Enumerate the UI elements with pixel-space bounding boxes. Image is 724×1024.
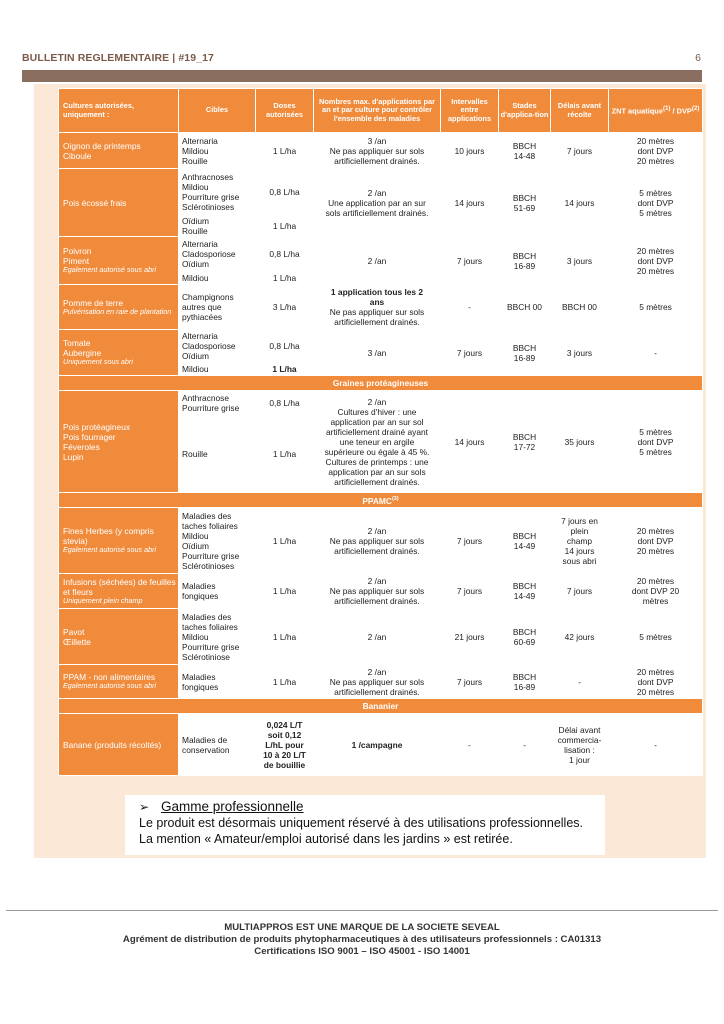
znt-line: 20 mètres xyxy=(636,686,675,697)
table-row xyxy=(59,133,703,169)
target: Champignons xyxy=(182,292,234,302)
target: Rouille xyxy=(182,225,208,236)
table-row xyxy=(59,237,703,271)
category-label xyxy=(59,493,703,508)
stage-cell xyxy=(499,609,551,665)
header-znt xyxy=(609,89,703,133)
znt-line: dont DVP 20 xyxy=(631,586,680,596)
stage-line: BBCH xyxy=(512,626,537,637)
crop-cell xyxy=(59,574,179,609)
crop-name: Ciboule xyxy=(63,150,92,161)
target: Mildiou xyxy=(182,181,209,192)
crop-name: Pois fourrager xyxy=(63,431,116,442)
target: taches foliaires xyxy=(182,621,238,632)
applications-line: 2 /an xyxy=(367,396,387,407)
delay-cell: 42 jours xyxy=(551,609,609,665)
applications-cell xyxy=(314,574,441,609)
delay-cell: 3 jours xyxy=(551,237,609,285)
znt-line: 20 mètres xyxy=(636,666,675,677)
applications-line: Une application par an sur xyxy=(328,197,426,208)
applications-line: Ne pas appliquer sur sols xyxy=(329,676,425,687)
crop-cell xyxy=(59,665,179,699)
table-row xyxy=(59,574,703,609)
delay-cell: BBCH 00 xyxy=(551,285,609,330)
target: Maladies xyxy=(182,671,216,682)
dose-cell: 1 L/ha xyxy=(256,133,314,169)
stage-line: 16-89 xyxy=(513,260,536,271)
delay-cell: 3 jours xyxy=(551,330,609,376)
usage-table xyxy=(58,88,703,776)
targets-cell xyxy=(179,415,256,493)
stage-line: 14-48 xyxy=(513,150,536,161)
delay-line: 1 jour xyxy=(569,754,590,765)
target: Mildiou xyxy=(182,272,209,283)
target: Pourriture grise xyxy=(182,191,240,202)
applications-line: 2 /an xyxy=(367,525,387,536)
applications-cell: 2 /an xyxy=(314,609,441,665)
applications-line: Ne pas appliquer sur sols xyxy=(329,535,425,546)
dose-line: 10 à 20 L/T xyxy=(263,749,306,760)
applications-line: application par an sur sols xyxy=(328,466,426,477)
target: fongiques xyxy=(182,681,219,692)
target: Maladies des xyxy=(182,510,232,521)
targets-cell xyxy=(179,285,256,330)
applications-line: Ne pas appliquer sur sols xyxy=(329,145,425,156)
crop-name: Piment xyxy=(63,256,90,267)
gamme-notice xyxy=(125,795,605,855)
stage-line: BBCH xyxy=(512,530,537,541)
applications-cell: 3 /an xyxy=(314,330,441,376)
targets-cell xyxy=(179,271,256,285)
znt-cell: - xyxy=(609,714,703,776)
crop-cell xyxy=(59,237,179,285)
znt-cell xyxy=(609,665,703,699)
gamme-line-2: La mention « Amateur/emploi autorisé dans les jardins » est retirée. xyxy=(139,832,513,846)
applications-line: une teneur en argile xyxy=(339,436,415,447)
znt-line: dont DVP xyxy=(637,197,674,208)
gamme-heading xyxy=(139,799,605,815)
delay-cell: 14 jours xyxy=(551,169,609,237)
targets-cell xyxy=(179,609,256,665)
stage-cell xyxy=(499,391,551,493)
target: Pourriture grise xyxy=(182,550,240,561)
target: Maladies de xyxy=(182,734,228,745)
znt-line: 20 mètres xyxy=(636,135,675,146)
crop-name: Œillette xyxy=(63,636,91,647)
delay-cell xyxy=(551,714,609,776)
header-cibles: Cibles xyxy=(179,89,256,133)
target: Mildiou xyxy=(182,145,209,156)
target: Rouille xyxy=(182,155,208,166)
target: pythiacées xyxy=(182,312,223,322)
dose-cell: 1 L/ha xyxy=(256,665,314,699)
crop-name: Poivron xyxy=(63,246,92,257)
znt-line: 5 mètres xyxy=(639,207,672,218)
interval-cell: 7 jours xyxy=(441,574,499,609)
target: fongiques xyxy=(182,591,219,601)
target: Oïdium xyxy=(182,215,209,226)
applications-line: artificiellement drainés. xyxy=(334,155,420,166)
targets-cell xyxy=(179,391,256,415)
stage-line: BBCH xyxy=(512,671,537,682)
targets-cell xyxy=(179,665,256,699)
bulletin-title: BULLETIN REGLEMENTAIRE | #19_17 xyxy=(22,52,214,64)
targets-cell xyxy=(179,169,256,215)
target: Alternaria xyxy=(182,330,218,341)
target: Mildiou xyxy=(182,363,209,374)
category-sup: (3) xyxy=(391,496,399,503)
target: Oïdium xyxy=(182,540,209,551)
crop-name: Pomme de terre xyxy=(63,297,124,308)
dose-cell: 1 L/ha xyxy=(256,609,314,665)
table-row xyxy=(59,714,703,776)
stage-line: BBCH xyxy=(512,192,537,203)
applications-line: artificiellement drainés. xyxy=(334,317,420,327)
applications-line: artificiellement drainés. xyxy=(334,686,420,697)
dose-cell: 1 L/ha xyxy=(256,574,314,609)
applications-line: Cultures de printemps : une xyxy=(325,456,429,467)
delay-line: plein xyxy=(570,525,589,536)
target: Alternaria xyxy=(182,135,218,146)
crop-name: Féveroles xyxy=(63,441,100,452)
znt-cell xyxy=(609,391,703,493)
crop-note: Pulvérisation en raie de plantation xyxy=(63,306,172,316)
applications-line: Ne pas appliquer sur sols xyxy=(329,307,425,317)
crop-name: Tomate xyxy=(63,338,91,349)
dose-line: 0,024 L/T xyxy=(266,719,303,730)
category-row xyxy=(59,376,703,391)
targets-cell xyxy=(179,574,256,609)
crop-name: Pois écossé frais xyxy=(63,197,127,208)
dose-cell: 1 L/ha xyxy=(256,508,314,574)
crop-name: Oignon de printemps xyxy=(63,140,141,151)
applications-line: 2 /an xyxy=(367,666,387,677)
dose-cell: 1 L/ha xyxy=(256,362,314,376)
targets-cell xyxy=(179,508,256,574)
gamme-title: Gamme professionnelle xyxy=(161,799,304,814)
crop-cell xyxy=(59,391,179,493)
stage-line: 17-72 xyxy=(513,441,536,452)
znt-line: 5 mètres xyxy=(639,187,672,198)
table-row xyxy=(59,330,703,362)
stage-line: 14-49 xyxy=(513,591,536,601)
stage-line: BBCH xyxy=(512,581,537,591)
target: Cladosporiose xyxy=(182,248,236,259)
target: Maladies des xyxy=(182,611,232,622)
dose-line: de bouillie xyxy=(263,759,306,770)
applications-line: sols artificiellement drainés. xyxy=(325,207,429,218)
delay-cell: 35 jours xyxy=(551,391,609,493)
footer-line-3: Certifications ISO 9001 – ISO 45001 - ISO 14001 xyxy=(254,946,470,957)
znt-line: 20 mètres xyxy=(636,245,675,256)
crop-name: Pois protéagineux xyxy=(63,421,131,432)
dose-cell xyxy=(256,714,314,776)
znt-cell xyxy=(609,133,703,169)
target: Anthracnoses xyxy=(182,171,234,182)
target: Maladies xyxy=(182,581,216,591)
znt-cell xyxy=(609,237,703,285)
header-stades: Stades d'applica-tion xyxy=(499,89,551,133)
znt-line: dont DVP xyxy=(637,255,674,266)
applications-cell xyxy=(314,391,441,493)
targets-cell xyxy=(179,133,256,169)
header-delais: Délais avant récolte xyxy=(551,89,609,133)
target: Pourriture grise xyxy=(182,402,240,413)
crop-name: Pavot xyxy=(63,626,85,637)
target: autres que xyxy=(182,302,222,312)
interval-cell: 14 jours xyxy=(441,391,499,493)
header-cultures: Cultures autorisées, uniquement : xyxy=(59,89,179,133)
znt-line: 5 mètres xyxy=(639,426,672,437)
znt-line: 5 mètres xyxy=(639,446,672,457)
delay-line: lisation : xyxy=(564,744,595,755)
dose-cell: 0,8 L/ha xyxy=(256,169,314,215)
targets-cell xyxy=(179,362,256,376)
stage-cell: - xyxy=(499,714,551,776)
stage-cell: BBCH 00 xyxy=(499,285,551,330)
crop-note: Uniquement plein champ xyxy=(63,595,143,605)
footer-line-2: Agrément de distribution de produits phytopharmaceutiques à des utilisateurs professionnels : CA01313 xyxy=(122,934,602,945)
crop-cell xyxy=(59,169,179,237)
delay-line: 7 jours en xyxy=(561,515,598,526)
applications-cell: 1 /campagne xyxy=(314,714,441,776)
applications-line: application par an sur sol xyxy=(330,416,424,427)
table-row xyxy=(59,508,703,574)
znt-line: 20 mètres xyxy=(636,545,675,556)
page-footer xyxy=(0,922,724,958)
crop-cell xyxy=(59,508,179,574)
interval-cell: 14 jours xyxy=(441,169,499,237)
applications-line: artificiellement drainés. xyxy=(334,596,420,606)
target: Anthracnose xyxy=(182,392,230,403)
header-nombres: Nombres max. d'applications par an et par culture pour contrôler l'ensemble des maladies xyxy=(314,89,441,133)
category-row xyxy=(59,699,703,714)
gamme-line-1: Le produit est désormais uniquement réservé à des utilisations professionnelles. xyxy=(139,816,583,830)
footer-divider xyxy=(6,910,718,911)
header-znt-label: ZNT aquatique xyxy=(611,106,663,116)
znt-line: 20 mètres xyxy=(636,525,675,536)
applications-line: Cultures d'hiver : une xyxy=(337,406,417,417)
znt-line: dont DVP xyxy=(637,145,674,156)
crop-cell xyxy=(59,609,179,665)
crop-cell xyxy=(59,330,179,376)
applications-line: 3 /an xyxy=(367,135,387,146)
stage-line: 16-89 xyxy=(513,681,536,692)
delay-line: commercia- xyxy=(557,734,602,745)
znt-cell xyxy=(609,574,703,609)
znt-line: 20 mètres xyxy=(636,576,675,586)
targets-cell xyxy=(179,215,256,237)
znt-cell: 5 mètres xyxy=(609,609,703,665)
delay-cell: 7 jours xyxy=(551,574,609,609)
applications-line: 2 /an xyxy=(367,187,387,198)
interval-cell: 21 jours xyxy=(441,609,499,665)
table-row xyxy=(59,285,703,330)
stage-line: 51-69 xyxy=(513,202,536,213)
znt-line: dont DVP xyxy=(637,676,674,687)
applications-cell xyxy=(314,133,441,169)
category-text: PPAMC xyxy=(362,495,392,506)
stage-cell xyxy=(499,508,551,574)
applications-cell: 2 /an xyxy=(314,237,441,285)
header-doses: Doses autorisées xyxy=(256,89,314,133)
applications-line: artificiellement drainé ayant xyxy=(326,426,428,437)
category-row xyxy=(59,493,703,508)
dose-cell: 1 L/ha xyxy=(256,271,314,285)
applications-cell xyxy=(314,665,441,699)
interval-cell: 7 jours xyxy=(441,665,499,699)
page-header xyxy=(22,52,704,66)
stage-cell xyxy=(499,574,551,609)
table-header-row xyxy=(59,89,703,133)
applications-line: Ne pas appliquer sur sols xyxy=(329,586,425,596)
stage-cell xyxy=(499,133,551,169)
interval-cell: 7 jours xyxy=(441,237,499,285)
crop-name: Banane (produits récoltés) xyxy=(63,739,162,750)
header-znt-dvp: / DVP xyxy=(672,106,692,116)
target: Mildiou xyxy=(182,530,209,541)
applications-line: supérieure ou égale à 45 %. xyxy=(324,446,430,457)
crop-cell xyxy=(59,714,179,776)
dose-cell: 1 L/ha xyxy=(256,415,314,493)
category-label: Bananier xyxy=(59,699,703,714)
applications-cell xyxy=(314,285,441,330)
crop-note: Egalement autorisé sous abri xyxy=(63,545,157,555)
delay-line: sous abri xyxy=(562,555,597,566)
crop-cell xyxy=(59,133,179,169)
page-number: 6 xyxy=(695,52,701,64)
dose-line: L/hL pour xyxy=(265,739,304,750)
stage-cell xyxy=(499,330,551,376)
interval-cell: 10 jours xyxy=(441,133,499,169)
target: Mildiou xyxy=(182,631,209,642)
dose-line: soit 0,12 xyxy=(267,729,302,740)
znt-line: dont DVP xyxy=(637,436,674,447)
applications-line: 2 /an xyxy=(367,576,387,586)
applications-line: 1 application tous les 2 xyxy=(330,287,424,297)
arrow-bullet-icon: ➢ xyxy=(139,800,150,814)
applications-line: artificiellement drainés. xyxy=(334,545,420,556)
dose-cell: 0,8 L/ha xyxy=(256,391,314,415)
category-label: Graines protéagineuses xyxy=(59,376,703,391)
dose-cell: 1 L/ha xyxy=(256,215,314,237)
target: conservation xyxy=(182,744,230,755)
target: Sclérotinioses xyxy=(182,560,235,571)
footer-line-1: MULTIAPPROS EST UNE MARQUE DE LA SOCIETE SEVEAL xyxy=(224,922,500,933)
znt-line: mètres xyxy=(642,596,669,606)
targets-cell xyxy=(179,714,256,776)
applications-line: ans xyxy=(369,297,385,307)
header-znt-dvp-sup: (2) xyxy=(691,104,700,112)
stage-line: BBCH xyxy=(512,431,537,442)
interval-cell: 7 jours xyxy=(441,330,499,376)
crop-name: Lupin xyxy=(63,451,84,462)
stage-line: BBCH xyxy=(512,250,537,261)
applications-cell xyxy=(314,508,441,574)
stage-line: 16-89 xyxy=(513,352,536,363)
target: Cladosporiose xyxy=(182,340,236,351)
stage-line: 60-69 xyxy=(513,636,536,647)
target: Sclérotiniose xyxy=(182,651,230,662)
target: taches foliaires xyxy=(182,520,238,531)
crop-cell xyxy=(59,285,179,330)
stage-line: BBCH xyxy=(512,140,537,151)
target: Pourriture grise xyxy=(182,641,240,652)
target: Sclérotinioses xyxy=(182,201,235,212)
target: Oïdium xyxy=(182,350,209,361)
header-bar xyxy=(22,70,702,82)
table-row xyxy=(59,391,703,415)
znt-line: 20 mètres xyxy=(636,265,675,276)
znt-cell: - xyxy=(609,330,703,376)
znt-cell: 5 mètres xyxy=(609,285,703,330)
stage-line: 14-49 xyxy=(513,540,536,551)
target: Oïdium xyxy=(182,258,209,269)
target: Rouille xyxy=(182,448,208,459)
table-row xyxy=(59,609,703,665)
znt-cell xyxy=(609,169,703,237)
crop-note: Egalement autorisé sous abri xyxy=(63,265,157,275)
table-row xyxy=(59,665,703,699)
delay-line: champ xyxy=(566,535,593,546)
dose-cell: 0,8 L/ha xyxy=(256,237,314,271)
delay-cell: 7 jours xyxy=(551,133,609,169)
interval-cell: - xyxy=(441,285,499,330)
table-row xyxy=(59,169,703,215)
crop-name: Fines Herbes (y compris stevia) xyxy=(63,526,154,547)
target: Alternaria xyxy=(182,238,218,249)
crop-name: Aubergine xyxy=(63,348,102,359)
stage-line: BBCH xyxy=(512,342,537,353)
znt-cell xyxy=(609,508,703,574)
crop-note: Uniquement sous abri xyxy=(63,357,133,367)
delay-line: Délai avant xyxy=(558,724,601,735)
delay-line: 14 jours xyxy=(564,545,595,556)
interval-cell: - xyxy=(441,714,499,776)
targets-cell xyxy=(179,237,256,271)
znt-line: 20 mètres xyxy=(636,155,675,166)
znt-line: dont DVP xyxy=(637,535,674,546)
applications-line: artificiellement drainés. xyxy=(334,476,420,487)
crop-name: PPAM - non alimentaires xyxy=(63,672,156,683)
stage-cell xyxy=(499,665,551,699)
dose-cell: 3 L/ha xyxy=(256,285,314,330)
dose-cell: 0,8 L/ha xyxy=(256,330,314,362)
header-znt-sup: (1) xyxy=(662,104,671,112)
stage-cell xyxy=(499,169,551,237)
applications-cell xyxy=(314,169,441,237)
interval-cell: 7 jours xyxy=(441,508,499,574)
delay-cell xyxy=(551,508,609,574)
targets-cell xyxy=(179,330,256,362)
crop-note: Egalement autorisé sous abri xyxy=(63,681,157,691)
delay-cell: - xyxy=(551,665,609,699)
stage-cell xyxy=(499,237,551,285)
header-intervalles: Intervalles entre applications xyxy=(441,89,499,133)
crop-name: Infusions (séchées) de feuilles et fleurs xyxy=(63,576,176,597)
